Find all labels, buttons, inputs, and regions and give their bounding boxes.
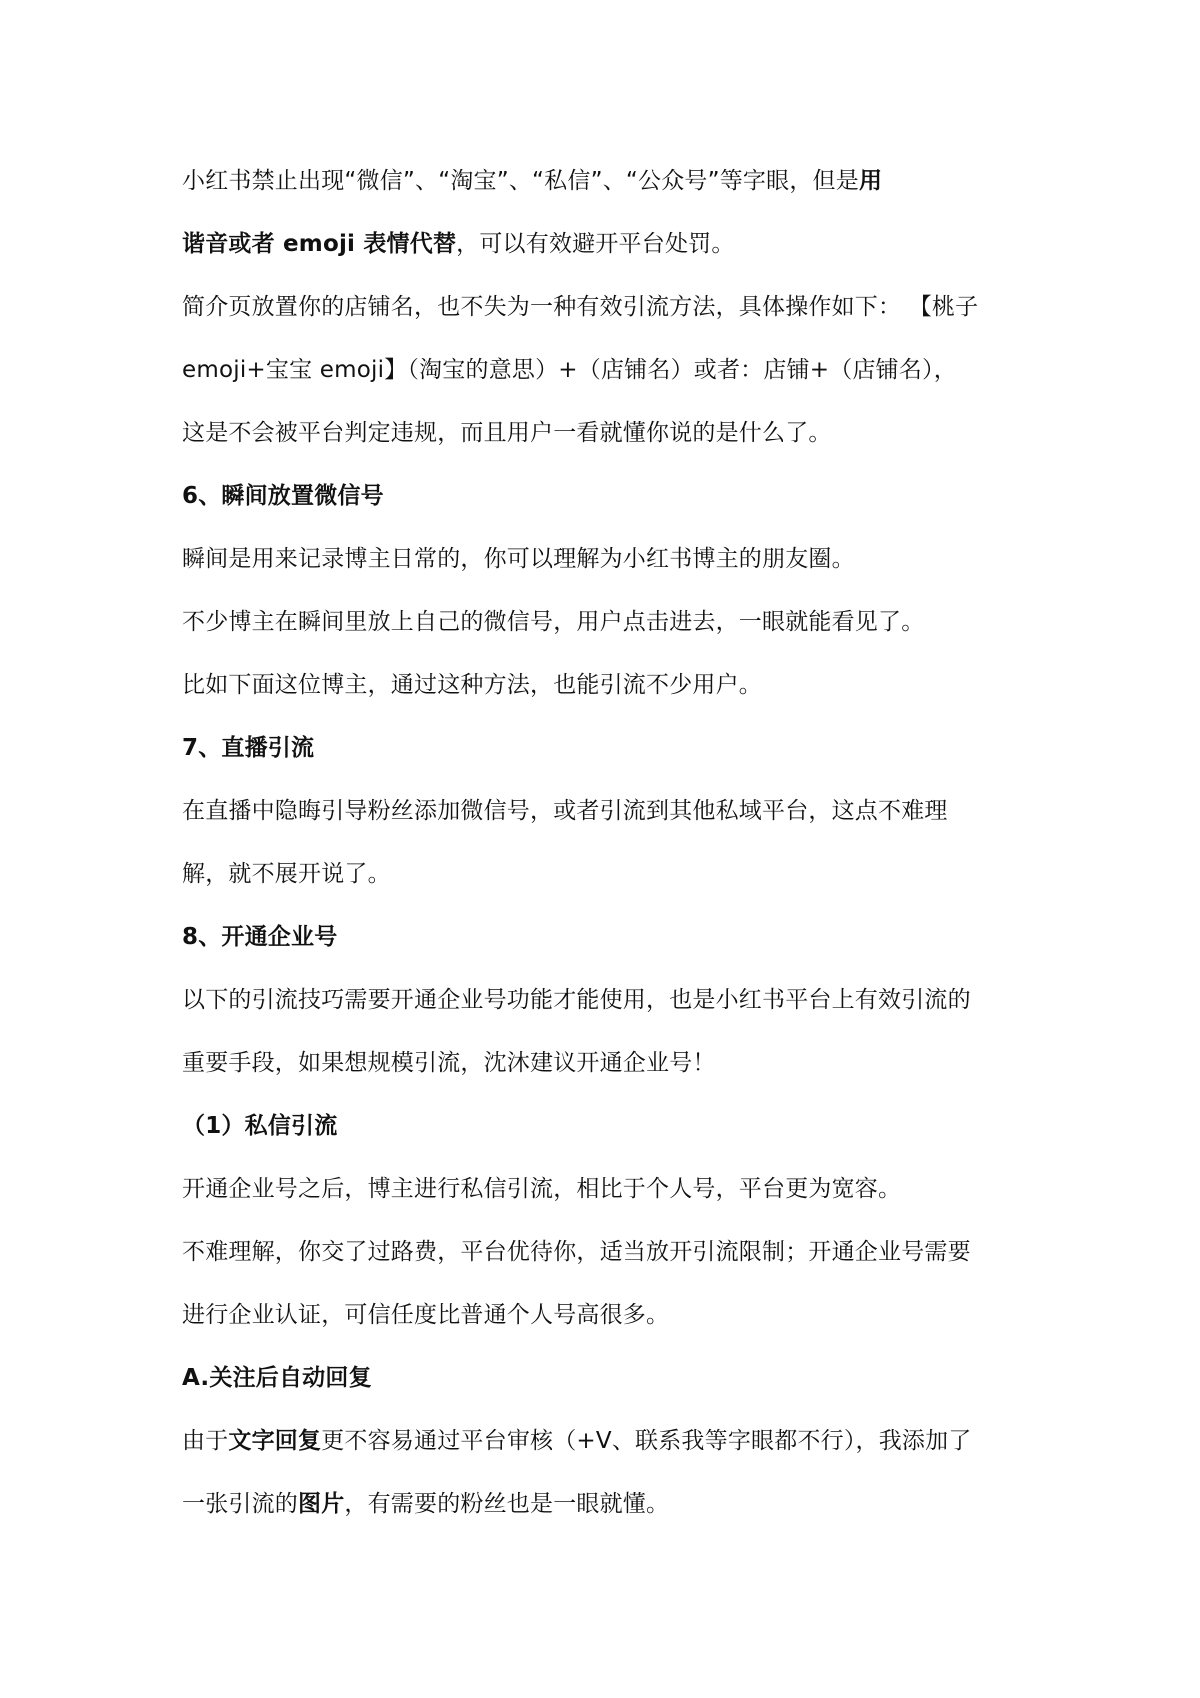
document-page bbox=[182, 150, 1032, 1536]
text-line bbox=[182, 150, 1032, 213]
text-segment: ，有需要的粉丝也是一眼就懂。 bbox=[344, 1491, 670, 1517]
text-segment: ，可以有效避开平台处罚。 bbox=[456, 231, 735, 257]
bold-text-segment: A.关注后自动回复 bbox=[182, 1365, 372, 1391]
text-segment: 比如下面这位博主，通过这种方法，也能引流不少用户。 bbox=[182, 672, 762, 698]
text-line bbox=[182, 402, 1032, 465]
text-segment: 更不容易通过平台审核（+V、联系我等字眼都不行），我添加了 bbox=[321, 1428, 972, 1454]
text-segment: 开通企业号之后，博主进行私信引流，相比于个人号，平台更为宽容。 bbox=[182, 1176, 902, 1202]
bold-text-segment: 图片 bbox=[298, 1491, 345, 1517]
text-line bbox=[182, 1410, 1032, 1473]
bold-text-segment: 文字回复 bbox=[228, 1428, 322, 1454]
text-segment: 小红书禁止出现“微信”、“淘宝”、“私信”、“公众号”等字眼，但是 bbox=[182, 168, 859, 194]
text-segment: 重要手段，如果想规模引流，沈沐建议开通企业号！ bbox=[182, 1050, 716, 1076]
bold-text-segment: 用 bbox=[858, 168, 883, 194]
text-line bbox=[182, 1473, 1032, 1536]
text-segment: 这是不会被平台判定违规，而且用户一看就懂你说的是什么了。 bbox=[182, 420, 832, 446]
text-line bbox=[182, 1032, 1032, 1095]
bold-text-segment: 6、瞬间放置微信号 bbox=[182, 483, 384, 509]
bold-text-segment: 8、开通企业号 bbox=[182, 924, 338, 950]
text-line bbox=[182, 1158, 1032, 1221]
text-line bbox=[182, 1221, 1032, 1284]
text-segment: 在直播中隐晦引导粉丝添加微信号，或者引流到其他私域平台，这点不难理 bbox=[182, 798, 948, 824]
text-segment: 瞬间是用来记录博主日常的，你可以理解为小红书博主的朋友圈。 bbox=[182, 546, 855, 572]
text-line bbox=[182, 213, 1032, 276]
bold-text-segment: 7、直播引流 bbox=[182, 735, 315, 761]
text-segment: 以下的引流技巧需要开通企业号功能才能使用，也是小红书平台上有效引流的 bbox=[182, 987, 971, 1013]
text-segment: 简介页放置你的店铺名，也不失为一种有效引流方法，具体操作如下： 【桃子 bbox=[182, 294, 979, 320]
section-heading bbox=[182, 906, 1032, 969]
text-segment: 不少博主在瞬间里放上自己的微信号，用户点击进去，一眼就能看见了。 bbox=[182, 609, 925, 635]
text-line bbox=[182, 591, 1032, 654]
section-heading bbox=[182, 717, 1032, 780]
text-segment: 解，就不展开说了。 bbox=[182, 861, 391, 887]
text-line bbox=[182, 276, 1032, 339]
text-segment: emoji+宝宝 emoji】（淘宝的意思）+（店铺名）或者：店铺+（店铺名）， bbox=[182, 357, 957, 383]
text-line bbox=[182, 843, 1032, 906]
bold-text-segment: （1）私信引流 bbox=[182, 1113, 338, 1139]
subsection-heading bbox=[182, 1347, 1032, 1410]
text-line bbox=[182, 1284, 1032, 1347]
text-line bbox=[182, 654, 1032, 717]
bold-text-segment: 谐音或者 emoji 表情代替 bbox=[182, 231, 457, 257]
text-segment: 由于 bbox=[182, 1428, 229, 1454]
text-segment: 一张引流的 bbox=[182, 1491, 298, 1517]
subsection-heading bbox=[182, 1095, 1032, 1158]
text-line bbox=[182, 780, 1032, 843]
text-line bbox=[182, 339, 1032, 402]
section-heading bbox=[182, 465, 1032, 528]
text-segment: 不难理解，你交了过路费，平台优待你，适当放开引流限制；开通企业号需要 bbox=[182, 1239, 971, 1265]
text-line bbox=[182, 969, 1032, 1032]
text-line bbox=[182, 528, 1032, 591]
text-segment: 进行企业认证，可信任度比普通个人号高很多。 bbox=[182, 1302, 670, 1328]
